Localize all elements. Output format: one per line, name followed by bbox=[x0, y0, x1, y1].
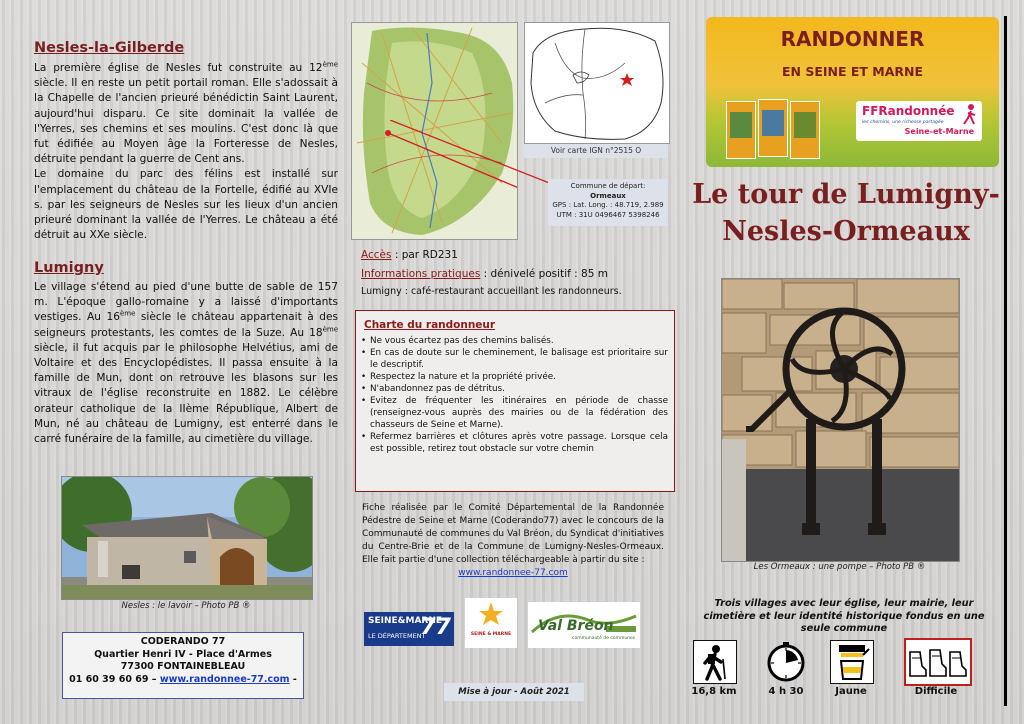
contact-box bbox=[62, 632, 304, 699]
acces-line: Accès : par RD231 bbox=[361, 249, 458, 261]
lavoir-photo bbox=[61, 476, 313, 600]
depart-name: Ormeaux bbox=[590, 191, 626, 200]
fiche-website-link[interactable]: www.randonnee-77.com bbox=[458, 568, 568, 578]
info-line-2: Lumigny : café-restaurant accueillant les randonneurs. bbox=[361, 286, 622, 297]
stopwatch-icon bbox=[765, 640, 807, 682]
contact-website-link[interactable]: www.randonnee-77.com bbox=[159, 673, 290, 685]
charte-item: • Ne vous écartez pas des chemins balisés. bbox=[370, 335, 668, 347]
contact-address: Quartier Henri IV - Place d'Armes bbox=[94, 648, 272, 660]
pump-photo bbox=[721, 278, 960, 562]
nesles-text: La première église de Nesles fut construite au 12ème siècle. Il en reste un petit portail roman. Elle s'adossait à la Chapelle de l'ancien prieuré bénédictin Saint Laurent, aujourd'hui disparu. Ce site dominait la vallée de l'Yerres, ses chemins et ses moulins. C'est donc là que fut édifiée au Moyen âge la Forteresse de Nesles, détruite pendant la guerre de Cent ans. Le domaine du parc des félins est installé sur l'emplacement du château de la Fortelle, édifié au XVIe s. par les seigneurs de Nesles sur les lieux d'un ancien prieuré dominant la vallée de l'Yerres. Le château a été détruit au XXe siècle. bbox=[34, 60, 338, 242]
info-line: Informations pratiques : dénivelé positif : 85 m bbox=[361, 268, 608, 280]
tagline: Trois villages avec leur église, leur mairie, leur cimetière et leur identité historique fondus en une seule commune bbox=[703, 598, 985, 634]
route-title: Le tour de Lumigny-Nesles-Ormeaux bbox=[692, 179, 1000, 247]
contact-org: CODERANDO 77 bbox=[140, 636, 226, 647]
boots-icon bbox=[904, 638, 972, 686]
charte-list bbox=[356, 335, 674, 455]
marking-label: Jaune bbox=[835, 686, 867, 697]
charte-item: • N'abandonnez pas de détritus. bbox=[370, 383, 668, 395]
paint-bucket-icon bbox=[830, 640, 874, 684]
charte-item: • Evitez de fréquenter les itinéraires en période de chasse (renseignez-vous auprès des mairies ou de la fédération des chasseurs de Seine et Marne). bbox=[370, 395, 668, 431]
distance-label: 16,8 km bbox=[691, 686, 737, 697]
tourism-logo: SEINE & MARNE bbox=[465, 598, 517, 648]
guide-book-icon bbox=[758, 99, 788, 157]
charte-item: • En cas de doute sur le cheminement, le balisage est prioritaire sur le descriptif. bbox=[370, 347, 668, 371]
region-map bbox=[524, 22, 670, 144]
charte-box bbox=[355, 310, 675, 492]
lumigny-text: Le village s'étend au pied d'une butte de sable de 157 m. L'époque gallo-romaine y a laissé d'importants vestiges. Au 16ème siècle le château appartenait à des seigneurs protestants, les comtes de la Suze. Au 18ème siècle, il fut acquis par le philosophe Helvétius, ami de Voltaire et des Encyclopédistes. Il passa ensuite à la famille de Mun, dont on retrouve les blasons sur les vitraux de l'église reconstruite en 1882. Le célèbre orateur catholique de la IIème République, Albert de Mun, né au château de Lumigny, est enterré dans le carré funéraire de la famille, au cimetière du village. bbox=[34, 281, 338, 446]
difficulty-label: Difficile bbox=[914, 686, 958, 697]
guide-book-icon bbox=[726, 101, 756, 159]
seine-marne-logo: SEINE&MARNE LE DÉPARTEMENT 77 bbox=[364, 612, 454, 646]
charte-item: • Respectez la nature et la propriété privée. bbox=[370, 371, 668, 383]
fiche-text: Fiche réalisée par le Comité Départemental de la Randonnée Pédestre de Seine et Marne (Coderando77) avec le concours de la Communauté de communes du Val Bréon, du Syndicat d'initiatives du Centre-Brie et de la Commune de Lumigny-Nesles-Ormeaux. Elle fait partie d'une collection téléchargeable à partir du site : www.randonnee-77.com bbox=[362, 503, 664, 578]
depart-gps: GPS : Lat. Long. : 48.719, 2.989 bbox=[552, 201, 664, 209]
banner-title: RANDONNER bbox=[780, 27, 925, 51]
depart-utm: UTM : 31U 0496467 5398246 bbox=[556, 210, 660, 219]
banner-subtitle: EN SEINE ET MARNE bbox=[781, 64, 924, 79]
charte-item: • Refermez barrières et clôtures après votre passage. Lorsque cela est possible, retirez tout obstacle sur votre chemin bbox=[370, 431, 668, 455]
page-edge-line bbox=[1004, 16, 1007, 706]
lumigny-heading: Lumigny bbox=[34, 260, 104, 276]
val-breon-logo: Val Bréon communauté de communes bbox=[528, 602, 640, 648]
randonner-banner bbox=[706, 17, 999, 167]
update-date: Mise à jour - Août 2021 bbox=[444, 683, 584, 701]
depart-label: Commune de départ: bbox=[570, 182, 646, 190]
contact-city: 77300 FONTAINEBLEAU bbox=[120, 661, 246, 672]
nesles-heading: Nesles-la-Gilberde bbox=[34, 40, 185, 56]
hiker-icon bbox=[693, 640, 737, 684]
pump-caption: Les Ormeaux : une pompe – Photo PB ® bbox=[753, 562, 926, 572]
depart-box bbox=[548, 179, 668, 226]
charte-title: Charte du randonneur bbox=[364, 319, 496, 331]
ign-reference: Voir carte IGN n°2515 O bbox=[524, 144, 668, 158]
lavoir-caption: Nesles : le lavoir – Photo PB ® bbox=[121, 601, 251, 611]
ffrandonnee-logo: FFRandonnée les chemins, une richesse partagée Seine-et-Marne bbox=[856, 101, 982, 141]
contact-phone-line: 01 60 39 60 69 – www.randonnee-77.com - bbox=[69, 673, 297, 685]
guide-book-icon bbox=[790, 101, 820, 159]
duration-label: 4 h 30 bbox=[768, 686, 804, 697]
